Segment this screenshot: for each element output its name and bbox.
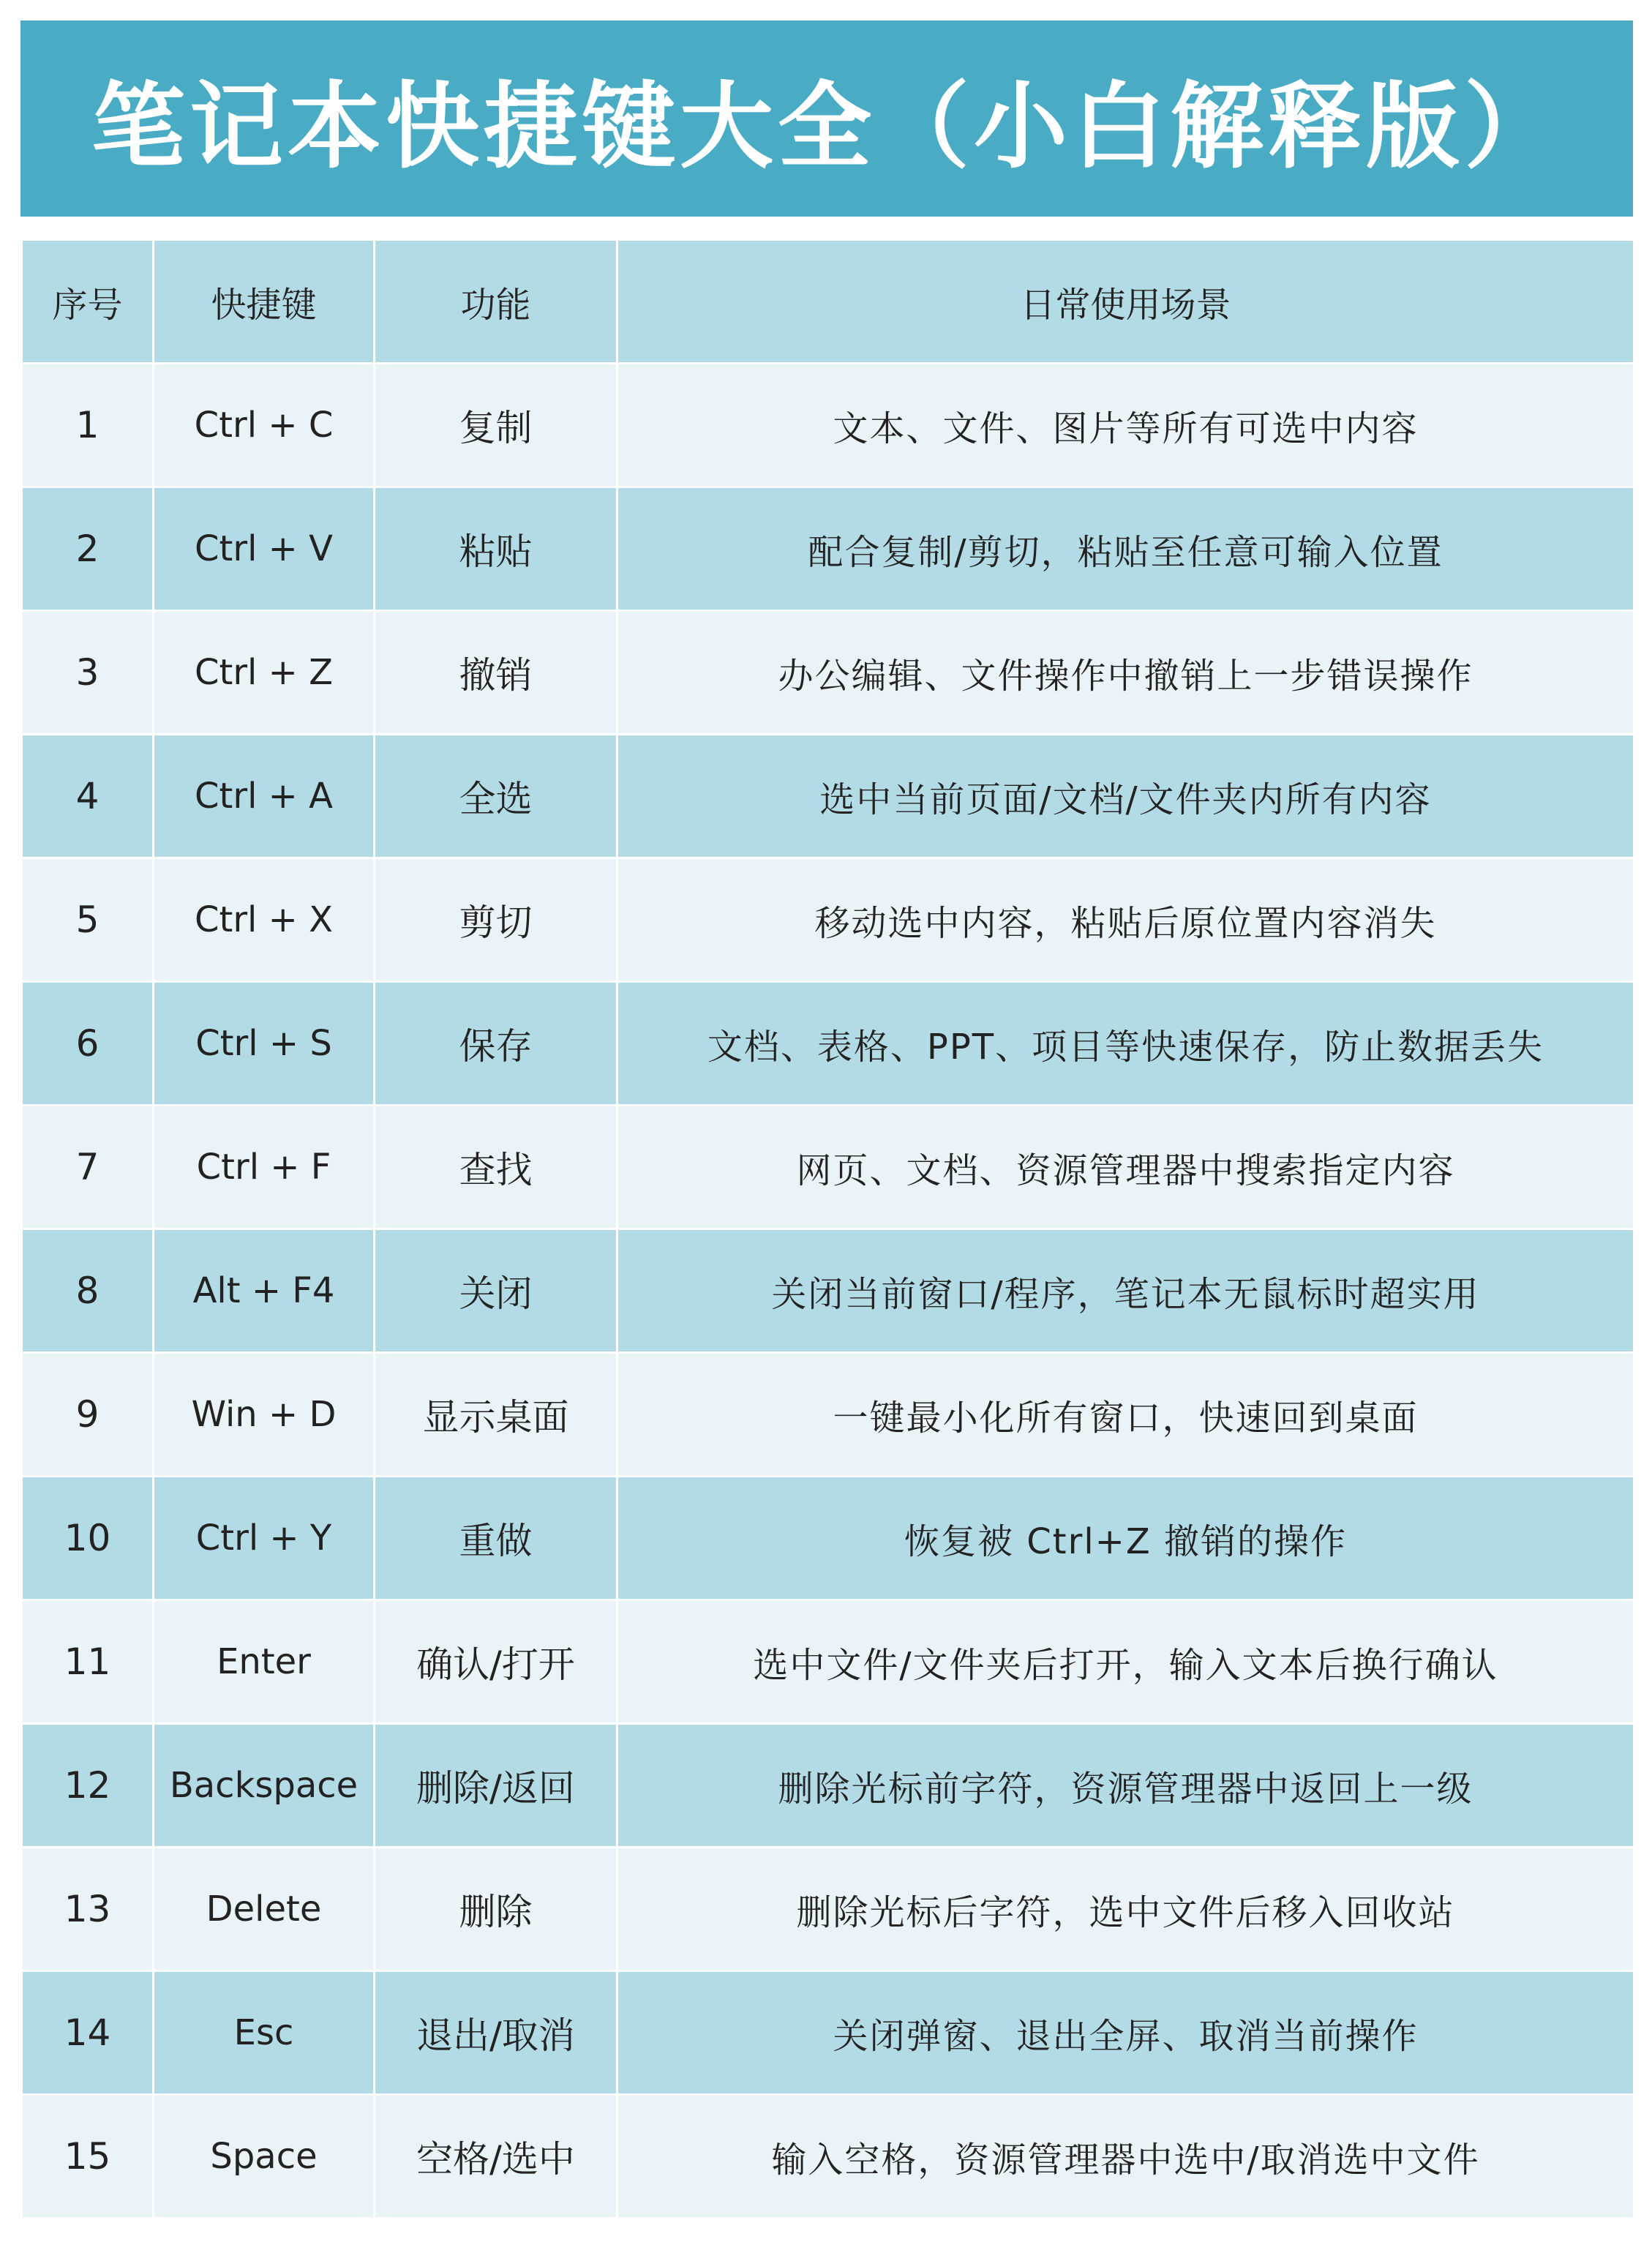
table-row — [22, 735, 1634, 858]
table-row — [22, 1848, 1634, 1971]
cell-number: 12 — [22, 1724, 154, 1848]
header-function: 功能 — [375, 240, 617, 364]
table-row — [22, 487, 1634, 611]
cell-function: 显示桌面 — [375, 1353, 617, 1477]
cell-usage: 关闭弹窗、退出全屏、取消当前操作 — [617, 1971, 1634, 2095]
cell-shortcut: Ctrl + Z — [154, 611, 375, 735]
cell-usage: 选中当前页面/文档/文件夹内所有内容 — [617, 735, 1634, 858]
table-row — [22, 1724, 1634, 1848]
cell-number: 8 — [22, 1229, 154, 1353]
cell-shortcut: Delete — [154, 1848, 375, 1971]
cell-number: 2 — [22, 487, 154, 611]
cell-shortcut: Alt + F4 — [154, 1229, 375, 1353]
cell-number: 14 — [22, 1971, 154, 2095]
cell-number: 4 — [22, 735, 154, 858]
title-banner — [20, 20, 1633, 217]
cell-function: 删除 — [375, 1848, 617, 1971]
cell-function: 粘贴 — [375, 487, 617, 611]
cell-usage: 选中文件/文件夹后打开，输入文本后换行确认 — [617, 1600, 1634, 1724]
cell-usage: 删除光标前字符，资源管理器中返回上一级 — [617, 1724, 1634, 1848]
cell-function: 剪切 — [375, 858, 617, 982]
cell-number: 7 — [22, 1106, 154, 1229]
table-row — [22, 982, 1634, 1106]
cell-usage: 移动选中内容，粘贴后原位置内容消失 — [617, 858, 1634, 982]
page — [20, 20, 1633, 2241]
table-row — [22, 1229, 1634, 1353]
cell-shortcut: Ctrl + V — [154, 487, 375, 611]
cell-usage: 文本、文件、图片等所有可选中内容 — [617, 364, 1634, 487]
table-row — [22, 1600, 1634, 1724]
cell-number: 3 — [22, 611, 154, 735]
cell-function: 撤销 — [375, 611, 617, 735]
cell-number: 15 — [22, 2095, 154, 2219]
cell-shortcut: Ctrl + Y — [154, 1477, 375, 1600]
table-row — [22, 2095, 1634, 2219]
cell-function: 全选 — [375, 735, 617, 858]
cell-function: 空格/选中 — [375, 2095, 617, 2219]
header-shortcut: 快捷键 — [154, 240, 375, 364]
cell-usage: 关闭当前窗口/程序，笔记本无鼠标时超实用 — [617, 1229, 1634, 1353]
cell-function: 删除/返回 — [375, 1724, 617, 1848]
table-row — [22, 1971, 1634, 2095]
page-title: 笔记本快捷键大全（小白解释版） — [91, 72, 1562, 181]
cell-function: 关闭 — [375, 1229, 617, 1353]
cell-usage: 配合复制/剪切，粘贴至任意可输入位置 — [617, 487, 1634, 611]
table-row — [22, 1106, 1634, 1229]
cell-number: 13 — [22, 1848, 154, 1971]
cell-number: 9 — [22, 1353, 154, 1477]
table-row — [22, 1353, 1634, 1477]
table-row — [22, 1477, 1634, 1600]
cell-usage: 恢复被 Ctrl+Z 撤销的操作 — [617, 1477, 1634, 1600]
cell-number: 5 — [22, 858, 154, 982]
cell-function: 退出/取消 — [375, 1971, 617, 2095]
cell-number: 10 — [22, 1477, 154, 1600]
cell-shortcut: Space — [154, 2095, 375, 2219]
table-row — [22, 858, 1634, 982]
cell-usage: 删除光标后字符，选中文件后移入回收站 — [617, 1848, 1634, 1971]
cell-shortcut: Ctrl + S — [154, 982, 375, 1106]
cell-function: 确认/打开 — [375, 1600, 617, 1724]
cell-usage: 一键最小化所有窗口，快速回到桌面 — [617, 1353, 1634, 1477]
cell-number: 11 — [22, 1600, 154, 1724]
cell-shortcut: Ctrl + C — [154, 364, 375, 487]
table-row — [22, 364, 1634, 487]
cell-number: 6 — [22, 982, 154, 1106]
table-header-row — [22, 240, 1634, 364]
cell-shortcut: Win + D — [154, 1353, 375, 1477]
cell-shortcut: Ctrl + X — [154, 858, 375, 982]
cell-shortcut: Esc — [154, 1971, 375, 2095]
header-usage: 日常使用场景 — [617, 240, 1634, 364]
cell-function: 重做 — [375, 1477, 617, 1600]
cell-shortcut: Ctrl + F — [154, 1106, 375, 1229]
cell-usage: 文档、表格、PPT、项目等快速保存，防止数据丢失 — [617, 982, 1634, 1106]
table-row — [22, 611, 1634, 735]
cell-shortcut: Ctrl + A — [154, 735, 375, 858]
header-number: 序号 — [22, 240, 154, 364]
cell-usage: 网页、文档、资源管理器中搜索指定内容 — [617, 1106, 1634, 1229]
cell-function: 复制 — [375, 364, 617, 487]
cell-function: 查找 — [375, 1106, 617, 1229]
shortcut-table — [20, 239, 1635, 2219]
cell-usage: 输入空格，资源管理器中选中/取消选中文件 — [617, 2095, 1634, 2219]
cell-usage: 办公编辑、文件操作中撤销上一步错误操作 — [617, 611, 1634, 735]
cell-shortcut: Backspace — [154, 1724, 375, 1848]
cell-number: 1 — [22, 364, 154, 487]
cell-function: 保存 — [375, 982, 617, 1106]
cell-shortcut: Enter — [154, 1600, 375, 1724]
